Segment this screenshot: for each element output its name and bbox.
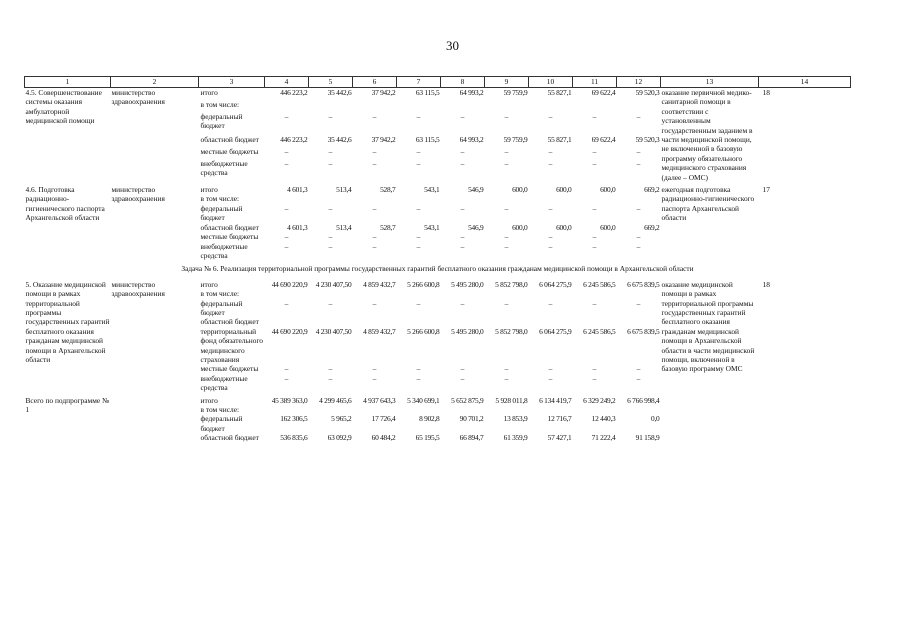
column-number-row bbox=[25, 77, 851, 88]
amount-cell: – bbox=[284, 298, 289, 308]
header-col-3: 3 bbox=[199, 77, 265, 88]
amount-cell: 69 622,4 bbox=[591, 88, 616, 97]
amount-cell: 600,0 bbox=[512, 185, 528, 195]
funding-source-label: местные бюджеты bbox=[200, 146, 259, 156]
amount-cell: 69 622,4 bbox=[591, 135, 616, 145]
amount-cell: – bbox=[504, 203, 509, 213]
amount-cell: 4 230 407,50 bbox=[315, 279, 352, 289]
amount-cell bbox=[485, 317, 529, 326]
executor: министерство здравоохранения bbox=[111, 185, 165, 204]
amount-cell: – bbox=[636, 364, 641, 374]
amount-cell: – bbox=[416, 373, 421, 383]
amount-cell: – bbox=[372, 232, 377, 242]
amount-cell: – bbox=[636, 158, 641, 168]
table-row bbox=[25, 396, 851, 405]
amount-cell: 5 340 699,1 bbox=[407, 395, 440, 405]
amount-cell: 6 675 839,5 bbox=[627, 326, 660, 336]
amount-cell: – bbox=[460, 373, 465, 383]
amount-cell: 44 690 220,9 bbox=[271, 279, 308, 289]
amount-cell: – bbox=[548, 241, 553, 251]
amount-cell: 6 675 839,5 bbox=[627, 279, 660, 289]
amount-cell bbox=[309, 289, 353, 298]
amount-cell bbox=[265, 405, 309, 414]
amount-cell bbox=[309, 405, 353, 414]
amount-cell: – bbox=[504, 241, 509, 251]
amount-cell: – bbox=[416, 241, 421, 251]
amount-cell: – bbox=[592, 241, 597, 251]
amount-cell: 669,2 bbox=[644, 185, 660, 195]
header-col-14: 14 bbox=[759, 77, 851, 88]
header-col-5: 5 bbox=[309, 77, 353, 88]
amount-cell: – bbox=[460, 364, 465, 374]
amount-cell: – bbox=[416, 146, 421, 156]
task-heading-row bbox=[25, 260, 851, 279]
funding-source-label: внебюджетные средства bbox=[200, 158, 248, 177]
amount-cell: – bbox=[284, 373, 289, 383]
amount-cell bbox=[309, 317, 353, 326]
amount-cell bbox=[265, 317, 309, 326]
measure-name: Всего по подпрограмме № 1 bbox=[25, 395, 110, 414]
amount-cell: 64 993,2 bbox=[459, 88, 484, 97]
amount-cell: – bbox=[636, 146, 641, 156]
header-col-2: 2 bbox=[111, 77, 199, 88]
amount-cell: 446 223,2 bbox=[280, 135, 308, 145]
amount-cell: 59 759,9 bbox=[503, 88, 528, 97]
funding-source-label: внебюджетные средства bbox=[200, 241, 248, 260]
amount-cell: – bbox=[548, 298, 553, 308]
amount-cell: – bbox=[372, 298, 377, 308]
amount-cell: – bbox=[460, 203, 465, 213]
amount-cell bbox=[529, 405, 573, 414]
amount-cell: – bbox=[592, 232, 597, 242]
funding-source-label: областной бюджет bbox=[200, 317, 259, 327]
header-col-1: 1 bbox=[25, 77, 111, 88]
amount-cell: – bbox=[284, 146, 289, 156]
funding-source-label: областной бюджет bbox=[200, 135, 259, 145]
amount-cell: – bbox=[416, 203, 421, 213]
amount-cell: 162 306,5 bbox=[280, 414, 308, 424]
amount-cell: – bbox=[372, 146, 377, 156]
amount-cell bbox=[617, 194, 661, 203]
amount-cell: 57 427,1 bbox=[547, 433, 572, 443]
amount-cell: 65 195,5 bbox=[415, 433, 440, 443]
amount-cell: 17 726,4 bbox=[371, 414, 396, 424]
amount-cell bbox=[353, 194, 397, 203]
funding-source-label: итого bbox=[200, 88, 218, 97]
amount-cell: 5 928 011,8 bbox=[495, 395, 528, 405]
amount-cell: 91 158,9 bbox=[635, 433, 660, 443]
task-title: Задача № 6. Реализация территориальной программы государственных гарантий бесплатного оказания гражданам медицинской помощи в Архангельской области bbox=[181, 264, 694, 274]
amount-cell bbox=[441, 289, 485, 298]
amount-cell bbox=[441, 405, 485, 414]
amount-cell: 5 266 600,8 bbox=[407, 326, 440, 336]
page-number: 30 bbox=[446, 38, 459, 53]
funding-source-label: областной бюджет bbox=[200, 433, 259, 443]
amount-cell: – bbox=[328, 241, 333, 251]
amount-cell: – bbox=[504, 232, 509, 242]
amount-cell bbox=[573, 317, 617, 326]
amount-cell: – bbox=[328, 232, 333, 242]
amount-cell: 63 115,5 bbox=[415, 88, 440, 97]
amount-cell: 60 484,2 bbox=[371, 433, 396, 443]
amount-cell: – bbox=[592, 364, 597, 374]
amount-cell bbox=[573, 194, 617, 203]
amount-cell: – bbox=[328, 158, 333, 168]
amount-cell: – bbox=[328, 146, 333, 156]
measure-name: 4.6. Подготовка радиационно-гигиенического паспорта Архангельской области bbox=[25, 185, 105, 223]
amount-cell: 6 329 249,2 bbox=[583, 395, 616, 405]
amount-cell: 59 759,9 bbox=[503, 135, 528, 145]
indicator-reference bbox=[759, 396, 851, 443]
amount-cell bbox=[353, 100, 397, 112]
amount-cell: 6 134 419,7 bbox=[539, 395, 572, 405]
expected-result: ежегодная подготовка радиационно-гигиенического паспорта Архангельской области bbox=[661, 185, 755, 223]
funding-source-label: областной бюджет bbox=[200, 222, 259, 232]
amount-cell bbox=[397, 100, 441, 112]
amount-cell: 59 520,3 bbox=[635, 135, 660, 145]
amount-cell: 37 942,2 bbox=[371, 135, 396, 145]
amount-cell: – bbox=[416, 158, 421, 168]
amount-cell: 4 299 465,6 bbox=[319, 395, 352, 405]
amount-cell bbox=[573, 289, 617, 298]
amount-cell bbox=[617, 289, 661, 298]
table-body bbox=[25, 77, 851, 443]
amount-cell bbox=[573, 100, 617, 112]
amount-cell bbox=[485, 289, 529, 298]
funding-source-label: федеральный бюджет bbox=[200, 203, 243, 223]
indicator-reference: 18 bbox=[762, 88, 770, 97]
funding-source-label: итого bbox=[200, 395, 218, 405]
amount-cell bbox=[529, 100, 573, 112]
amount-cell: – bbox=[504, 364, 509, 374]
amount-cell: 64 993,2 bbox=[459, 135, 484, 145]
funding-source-label: федеральный бюджет bbox=[200, 298, 243, 317]
amount-cell: 5 266 600,8 bbox=[407, 279, 440, 289]
amount-cell: 546,9 bbox=[468, 222, 484, 232]
amount-cell bbox=[529, 194, 573, 203]
amount-cell bbox=[617, 317, 661, 326]
amount-cell: – bbox=[504, 146, 509, 156]
table-row bbox=[25, 88, 851, 100]
amount-cell: 6 245 586,5 bbox=[583, 326, 616, 336]
amount-cell: 4 230 407,50 bbox=[315, 326, 352, 336]
amount-cell: 71 222,4 bbox=[591, 433, 616, 443]
amount-cell: – bbox=[592, 111, 597, 121]
amount-cell: – bbox=[548, 111, 553, 121]
executor: министерство здравоохранения bbox=[111, 279, 165, 299]
amount-cell bbox=[265, 194, 309, 203]
amount-cell: 4 601,3 bbox=[287, 185, 308, 195]
amount-cell: – bbox=[284, 364, 289, 374]
amount-cell: 63 092,9 bbox=[327, 433, 352, 443]
amount-cell: – bbox=[328, 298, 333, 308]
amount-cell: – bbox=[592, 373, 597, 383]
amount-cell: 66 894,7 bbox=[459, 433, 484, 443]
amount-cell bbox=[397, 405, 441, 414]
amount-cell: 669,2 bbox=[644, 222, 660, 232]
funding-source-label: в том числе: bbox=[200, 405, 240, 414]
amount-cell: 55 827,1 bbox=[547, 135, 572, 145]
header-col-9: 9 bbox=[485, 77, 529, 88]
amount-cell: 90 701,2 bbox=[459, 414, 484, 424]
amount-cell: 446 223,2 bbox=[280, 88, 308, 97]
amount-cell: – bbox=[460, 158, 465, 168]
amount-cell: – bbox=[636, 203, 641, 213]
expected-result: оказание медицинской помощи в рамках территориальной программы государственных гарантий бесплатного оказания гражданам медицинской помощи в Архангельской области в части медицинской помощи, включенной в базовую программу ОМС bbox=[661, 279, 755, 374]
amount-cell: – bbox=[548, 158, 553, 168]
amount-cell: – bbox=[592, 146, 597, 156]
header-col-7: 7 bbox=[397, 77, 441, 88]
amount-cell: – bbox=[284, 111, 289, 121]
amount-cell: 61 359,9 bbox=[503, 433, 528, 443]
amount-cell bbox=[485, 100, 529, 112]
amount-cell: 4 859 432,7 bbox=[363, 279, 396, 289]
amount-cell: – bbox=[504, 298, 509, 308]
amount-cell: 37 942,2 bbox=[371, 88, 396, 97]
amount-cell: – bbox=[636, 298, 641, 308]
funding-source-label: федеральный бюджет bbox=[200, 111, 243, 130]
amount-cell bbox=[397, 194, 441, 203]
amount-cell: – bbox=[372, 203, 377, 213]
executor: министерство здравоохранения bbox=[111, 88, 165, 107]
amount-cell: – bbox=[372, 364, 377, 374]
amount-cell bbox=[617, 405, 661, 414]
header-col-4: 4 bbox=[265, 77, 309, 88]
amount-cell: – bbox=[548, 364, 553, 374]
amount-cell: 5 852 798,0 bbox=[495, 279, 528, 289]
funding-source-label: местные бюджеты bbox=[200, 232, 259, 242]
amount-cell: – bbox=[284, 232, 289, 242]
amount-cell: 35 442,6 bbox=[327, 135, 352, 145]
amount-cell: 5 652 875,9 bbox=[451, 395, 484, 405]
amount-cell: – bbox=[372, 241, 377, 251]
amount-cell: – bbox=[372, 111, 377, 121]
amount-cell: – bbox=[460, 298, 465, 308]
amount-cell: 546,9 bbox=[468, 185, 484, 195]
amount-cell: 528,7 bbox=[380, 222, 396, 232]
amount-cell: 5 495 280,0 bbox=[451, 326, 484, 336]
amount-cell: – bbox=[548, 373, 553, 383]
amount-cell: 4 859 432,7 bbox=[363, 326, 396, 336]
amount-cell: 600,0 bbox=[556, 222, 572, 232]
amount-cell bbox=[265, 289, 309, 298]
funding-source-label: в том числе: bbox=[200, 289, 240, 299]
funding-source-label: федеральный бюджет bbox=[200, 414, 243, 433]
amount-cell: – bbox=[636, 373, 641, 383]
funding-source-label: в том числе: bbox=[200, 99, 240, 109]
amount-cell: – bbox=[548, 232, 553, 242]
program-financing-table bbox=[24, 76, 851, 443]
amount-cell bbox=[353, 289, 397, 298]
amount-cell: – bbox=[416, 364, 421, 374]
funding-source-label: местные бюджеты bbox=[200, 364, 259, 374]
measure-name: 4.5. Совершенствование системы оказания амбулаторной медицинской помощи bbox=[25, 88, 102, 126]
amount-cell bbox=[353, 405, 397, 414]
amount-cell: 600,0 bbox=[556, 185, 572, 195]
amount-cell: – bbox=[592, 203, 597, 213]
funding-source-label: территориальный фонд обязательного медицинского страхования bbox=[200, 326, 263, 364]
amount-cell: 513,4 bbox=[336, 222, 352, 232]
header-col-6: 6 bbox=[353, 77, 397, 88]
amount-cell: 45 389 363,0 bbox=[271, 395, 308, 405]
amount-cell: 8 902,8 bbox=[419, 414, 440, 424]
amount-cell: – bbox=[328, 111, 333, 121]
amount-cell: – bbox=[372, 158, 377, 168]
amount-cell: – bbox=[460, 146, 465, 156]
funding-source-label: в том числе: bbox=[200, 194, 240, 204]
amount-cell: 4 937 643,3 bbox=[363, 395, 396, 405]
table-row bbox=[25, 280, 851, 289]
amount-cell bbox=[529, 289, 573, 298]
amount-cell bbox=[309, 100, 353, 112]
amount-cell: – bbox=[372, 373, 377, 383]
amount-cell: 543,1 bbox=[424, 222, 440, 232]
amount-cell: 6 064 275,9 bbox=[539, 326, 572, 336]
amount-cell: – bbox=[504, 158, 509, 168]
amount-cell: – bbox=[548, 203, 553, 213]
table-row bbox=[25, 185, 851, 194]
funding-source-label: итого bbox=[200, 279, 218, 289]
amount-cell: 543,1 bbox=[424, 185, 440, 195]
header-col-8: 8 bbox=[441, 77, 485, 88]
amount-cell bbox=[573, 405, 617, 414]
amount-cell bbox=[397, 289, 441, 298]
amount-cell: 513,4 bbox=[336, 185, 352, 195]
amount-cell: 5 495 280,0 bbox=[451, 279, 484, 289]
amount-cell: 35 442,6 bbox=[327, 88, 352, 97]
amount-cell: – bbox=[460, 111, 465, 121]
amount-cell: – bbox=[504, 111, 509, 121]
amount-cell: – bbox=[460, 241, 465, 251]
funding-source-label: итого bbox=[200, 185, 218, 195]
amount-cell: 4 601,3 bbox=[287, 222, 308, 232]
amount-cell: 0,0 bbox=[651, 414, 660, 424]
amount-cell bbox=[309, 194, 353, 203]
amount-cell: 5 852 798,0 bbox=[495, 326, 528, 336]
amount-cell: – bbox=[416, 298, 421, 308]
amount-cell: – bbox=[416, 232, 421, 242]
amount-cell bbox=[617, 100, 661, 112]
amount-cell: – bbox=[460, 232, 465, 242]
amount-cell: 44 690 220,9 bbox=[271, 326, 308, 336]
expected-result: оказание первичной медико-санитарной помощи в соответствии с установленным государственным заданием в части медицинской помощи, не включенной в базовую программу обязательного медицинского страхования (далее – ОМС) bbox=[661, 88, 753, 182]
measure-name: 5. Оказание медицинской помощи в рамках территориальной программы государственных гарантий бесплатного оказания гражданам медицинской помощи в Архангельской области bbox=[25, 279, 110, 364]
amount-cell: 63 115,5 bbox=[415, 135, 440, 145]
amount-cell: 13 853,9 bbox=[503, 414, 528, 424]
amount-cell: 536 835,6 bbox=[280, 433, 308, 443]
amount-cell: 600,0 bbox=[600, 222, 616, 232]
amount-cell: – bbox=[416, 111, 421, 121]
amount-cell: 600,0 bbox=[600, 185, 616, 195]
executor bbox=[111, 396, 199, 443]
amount-cell: 5 965,2 bbox=[331, 414, 352, 424]
amount-cell: 6 064 275,9 bbox=[539, 279, 572, 289]
header-col-11: 11 bbox=[573, 77, 617, 88]
amount-cell: 12 440,3 bbox=[591, 414, 616, 424]
amount-cell: 6 766 998,4 bbox=[627, 395, 660, 405]
amount-cell: – bbox=[636, 111, 641, 121]
amount-cell bbox=[441, 194, 485, 203]
header-col-13: 13 bbox=[661, 77, 759, 88]
amount-cell bbox=[441, 317, 485, 326]
amount-cell: – bbox=[636, 241, 641, 251]
amount-cell: 59 520,3 bbox=[635, 88, 660, 97]
amount-cell bbox=[485, 405, 529, 414]
amount-cell: – bbox=[284, 241, 289, 251]
amount-cell bbox=[485, 194, 529, 203]
amount-cell: – bbox=[636, 232, 641, 242]
funding-source-label: внебюджетные средства bbox=[200, 373, 248, 393]
amount-cell: – bbox=[548, 146, 553, 156]
amount-cell: 6 245 586,5 bbox=[583, 279, 616, 289]
amount-cell: – bbox=[284, 203, 289, 213]
header-col-12: 12 bbox=[617, 77, 661, 88]
amount-cell: – bbox=[328, 364, 333, 374]
amount-cell: – bbox=[328, 203, 333, 213]
amount-cell bbox=[441, 100, 485, 112]
indicator-reference: 17 bbox=[762, 185, 770, 195]
amount-cell: 600,0 bbox=[512, 222, 528, 232]
indicator-reference: 18 bbox=[762, 279, 770, 289]
amount-cell: 55 827,1 bbox=[547, 88, 572, 97]
amount-cell: 12 716,7 bbox=[547, 414, 572, 424]
amount-cell: – bbox=[284, 158, 289, 168]
header-col-10: 10 bbox=[529, 77, 573, 88]
expected-result bbox=[661, 396, 759, 443]
amount-cell: – bbox=[592, 298, 597, 308]
amount-cell bbox=[265, 100, 309, 112]
amount-cell bbox=[529, 317, 573, 326]
amount-cell bbox=[353, 317, 397, 326]
amount-cell bbox=[397, 317, 441, 326]
amount-cell: – bbox=[504, 373, 509, 383]
amount-cell: 528,7 bbox=[380, 185, 396, 195]
amount-cell: – bbox=[328, 373, 333, 383]
amount-cell: – bbox=[592, 158, 597, 168]
